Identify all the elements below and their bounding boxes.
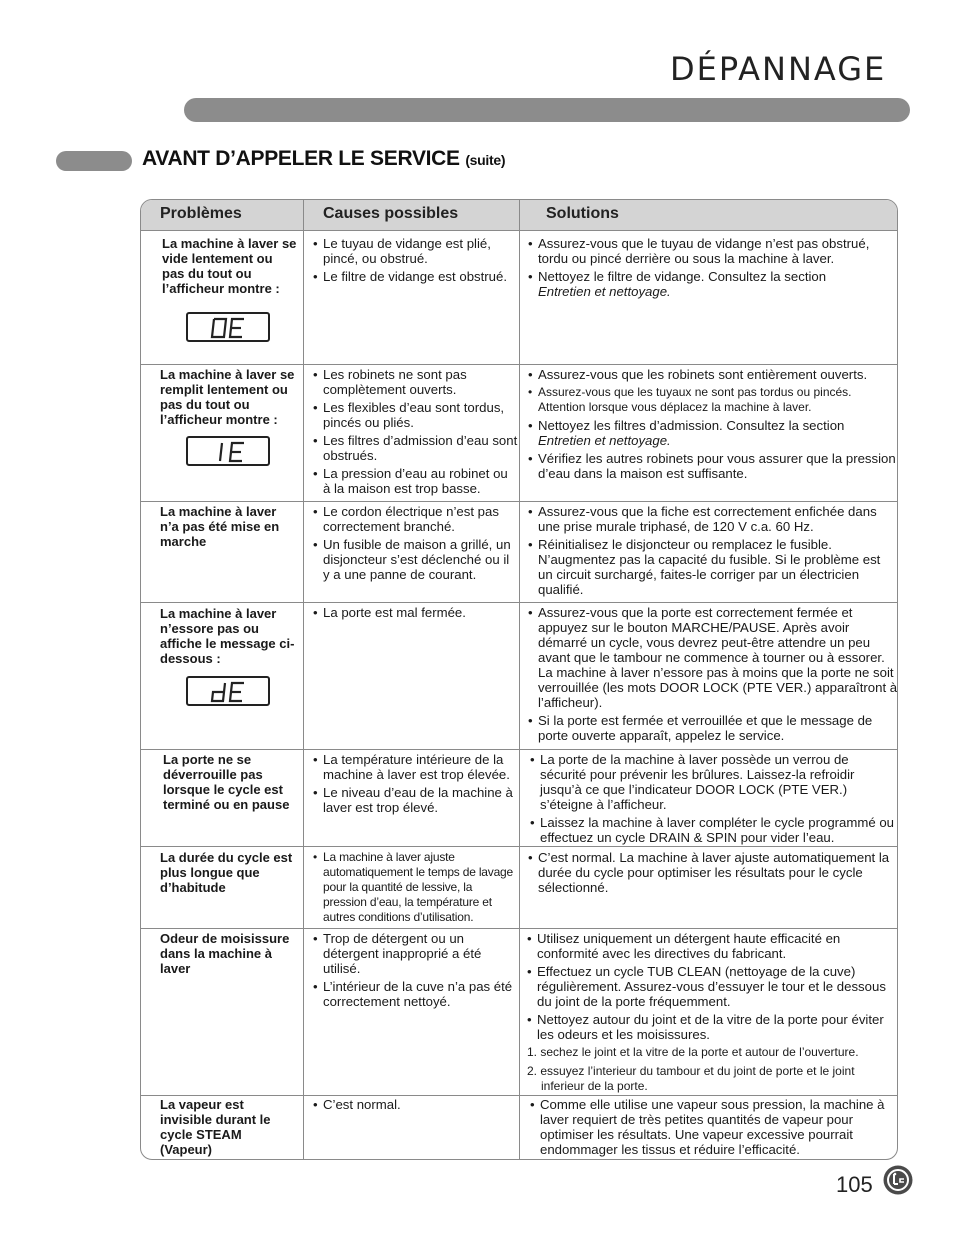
problem-text: La machine à laver se vide lentement ou pas du tout ou l’afficheur montre : — [162, 236, 297, 296]
cause-item: • Le niveau d’eau de la machine à laver est trop élevé. — [313, 785, 517, 815]
cause-item: • La température intérieure de la machine à laver est trop élevée. — [313, 752, 517, 782]
solution-item: • Vérifiez les autres robinets pour vous assurer que la pression d’eau dans la maison est suffisante. — [528, 451, 896, 481]
problem-text: La machine à laver n’a pas été mise en marche — [160, 504, 280, 549]
cause-item: • Les robinets ne sont pas complètement ouverts. — [313, 367, 518, 397]
section-suffix: (suite) — [465, 152, 506, 168]
cause-item: • C’est normal. — [313, 1097, 513, 1112]
solution-item — [528, 269, 894, 299]
cause-item: • La pression d’eau au robinet ou à la maison est trop basse. — [313, 466, 518, 496]
solution-item: • Si la porte est fermée et verrouillée et que le message de porte ouverte apparaît, appelez le service. — [528, 713, 898, 743]
lg-logo — [883, 1165, 913, 1195]
causes-cell — [313, 605, 517, 623]
display-code-ie — [186, 436, 270, 466]
causes-cell — [313, 236, 513, 287]
solution-item: • C’est normal. La machine à laver ajuste automatiquement la durée du cycle pour optimiser les résultats pour le cycle sélectionné. — [528, 850, 896, 895]
solution-item: • Utilisez uniquement un détergent haute efficacité en conformité avec les directives du fabricant. — [527, 931, 895, 961]
header-causes: Causes possibles — [323, 205, 459, 222]
row-divider — [141, 602, 897, 603]
row-divider — [141, 1095, 897, 1096]
problem-text: La vapeur est invisible durant le cycle STEAM (Vapeur) — [160, 1097, 271, 1157]
solution-item: • La porte de la machine à laver possède un verrou de sécurité pour prévenir les brûlures. Laissez-la refroidir jusqu’à ce que l’indicateur DOOR LOCK (PTE VER.) s’éteigne à l’afficheur. — [530, 752, 896, 812]
solutions-cell — [528, 504, 894, 600]
problem-text: La machine à laver n’essore pas ou affiche le message ci-dessous : — [160, 606, 295, 666]
section-pill — [56, 151, 132, 171]
solution-reference: Entretien et nettoyage. — [538, 284, 671, 299]
cause-item: • L’intérieur de la cuve n’a pas été correctement nettoyé. — [313, 979, 513, 1009]
cause-item: • Trop de détergent ou un détergent inapproprié a été utilisé. — [313, 931, 513, 976]
troubleshooting-table — [140, 199, 898, 1160]
problem-text: Odeur de moisissure dans la machine à laver — [160, 931, 290, 976]
solution-text: Nettoyez les filtres d’admission. Consultez la section — [538, 418, 845, 433]
cause-item: • Le tuyau de vidange est plié, pincé, ou obstrué. — [313, 236, 513, 266]
column-divider — [303, 200, 304, 1159]
solutions-cell — [528, 605, 898, 746]
cause-item: • La machine à laver ajuste automatiquement le temps de lavage pour la quantité de lessive, la pression d’eau, la température et autres conditions d’utilisation. — [313, 850, 517, 925]
solutions-cell — [528, 367, 896, 484]
solution-item: • Effectuez un cycle TUB CLEAN (nettoyage de la cuve) régulièrement. Assurez-vous d’essuyer le tour et le dessous du joint de la porte fréquemment. — [527, 964, 895, 1009]
header-solutions: Solutions — [546, 205, 619, 222]
causes-cell — [313, 850, 517, 928]
column-divider — [519, 200, 520, 1159]
solution-item: • Assurez-vous que la fiche est correctement enfichée dans une prise murale triphasé, de 120 V c.a. 60 Hz. — [528, 504, 894, 534]
page-title: DÉPANNAGE — [670, 50, 887, 88]
solution-text: Nettoyez le filtre de vidange. Consultez la section — [538, 269, 827, 284]
cause-item: • La porte est mal fermée. — [313, 605, 517, 620]
cause-item: • Les flexibles d’eau sont tordus, pincés ou pliés. — [313, 400, 518, 430]
cause-item: • Le cordon électrique n’est pas correctement branché. — [313, 504, 517, 534]
causes-cell — [313, 1097, 513, 1115]
solution-item: • Assurez-vous que le tuyau de vidange n’est pas obstrué, tordu ou pincé derrière ou sous la machine à laver. — [528, 236, 894, 266]
solution-item: • Comme elle utilise une vapeur sous pression, la machine à laver requiert de très petites quantités de vapeur pour optimiser les résultats. Une vapeur excessive pourrait endommager les tissus et réduire l’efficacité. — [530, 1097, 896, 1157]
solutions-cell — [528, 236, 894, 302]
causes-cell — [313, 504, 517, 585]
causes-cell — [313, 752, 517, 818]
cause-item: • Un fusible de maison a grillé, un disjoncteur s’est déclenché ou il y a une panne de courant. — [313, 537, 517, 582]
header-problems: Problèmes — [160, 205, 242, 222]
row-divider — [141, 928, 897, 929]
solution-item: • Assurez-vous que les tuyaux ne sont pas tordus ou pincés. Attention lorsque vous déplacez la machine à laver. — [528, 385, 896, 415]
solutions-cell — [530, 1097, 896, 1160]
causes-cell — [313, 367, 518, 499]
solution-item: • Assurez-vous que les robinets sont entièrement ouverts. — [528, 367, 896, 382]
solution-reference: Entretien et nettoyage. — [538, 433, 671, 448]
cause-item: • Le filtre de vidange est obstrué. — [313, 269, 513, 284]
solutions-cell — [528, 850, 896, 898]
display-code-oe — [186, 312, 270, 342]
solution-item: • Réinitialisez le disjoncteur ou remplacez le fusible. N’augmentez pas la capacité du fusible. Si le problème est un circuit surchargé, faites-le corriger par un électricien qualifié. — [528, 537, 894, 597]
section-heading — [142, 147, 505, 171]
solution-item: • Laissez la machine à laver compléter le cycle programmé ou effectuez un cycle DRAIN & SPIN pour vider l’eau. — [530, 815, 896, 845]
header-bar — [184, 98, 910, 122]
solution-item: • Nettoyez autour du joint et de la vitre de la porte pour éviter les odeurs et les moisissures. — [527, 1012, 895, 1042]
solution-item — [528, 418, 896, 448]
row-divider — [141, 364, 897, 365]
problem-text: La durée du cycle est plus longue que d’habitude — [160, 850, 293, 895]
causes-cell — [313, 931, 513, 1012]
problem-text: La porte ne se déverrouille pas lorsque le cycle est terminé ou en pause — [163, 752, 290, 812]
display-code-de — [186, 676, 270, 706]
solution-item: • Assurez-vous que la porte est correctement fermée et appuyez sur le bouton MARCHE/PAUSE. Après avoir démarré un cycle, vous devrez peut-être attendre un peu avant que le tambour ne commence à tourner ou à essorer. La machine à laver n’essore pas à moins que la porte ne soit verrouillée (les mots DOOR LOCK (PTE VER.) apparaîtront à l’afficheur). — [528, 605, 898, 710]
step-item: 2. essuyez l’interieur du tambour et du joint de porte et le joint — [527, 1064, 855, 1078]
solutions-cell — [527, 931, 895, 1045]
problem-text: La machine à laver se remplit lentement ou pas du tout ou l’afficheur montre : — [160, 367, 295, 427]
page-number: 105 — [836, 1172, 873, 1197]
solutions-cell — [530, 752, 896, 848]
section-title: AVANT D’APPELER LE SERVICE — [142, 147, 460, 170]
step-item: 1. sechez le joint et la vitre de la porte et autour de l’ouverture. — [527, 1045, 859, 1059]
cause-item: • Les filtres d’admission d’eau sont obstrués. — [313, 433, 518, 463]
row-divider — [141, 501, 897, 502]
row-divider — [141, 749, 897, 750]
step-item: inferieur de la porte. — [541, 1079, 648, 1093]
